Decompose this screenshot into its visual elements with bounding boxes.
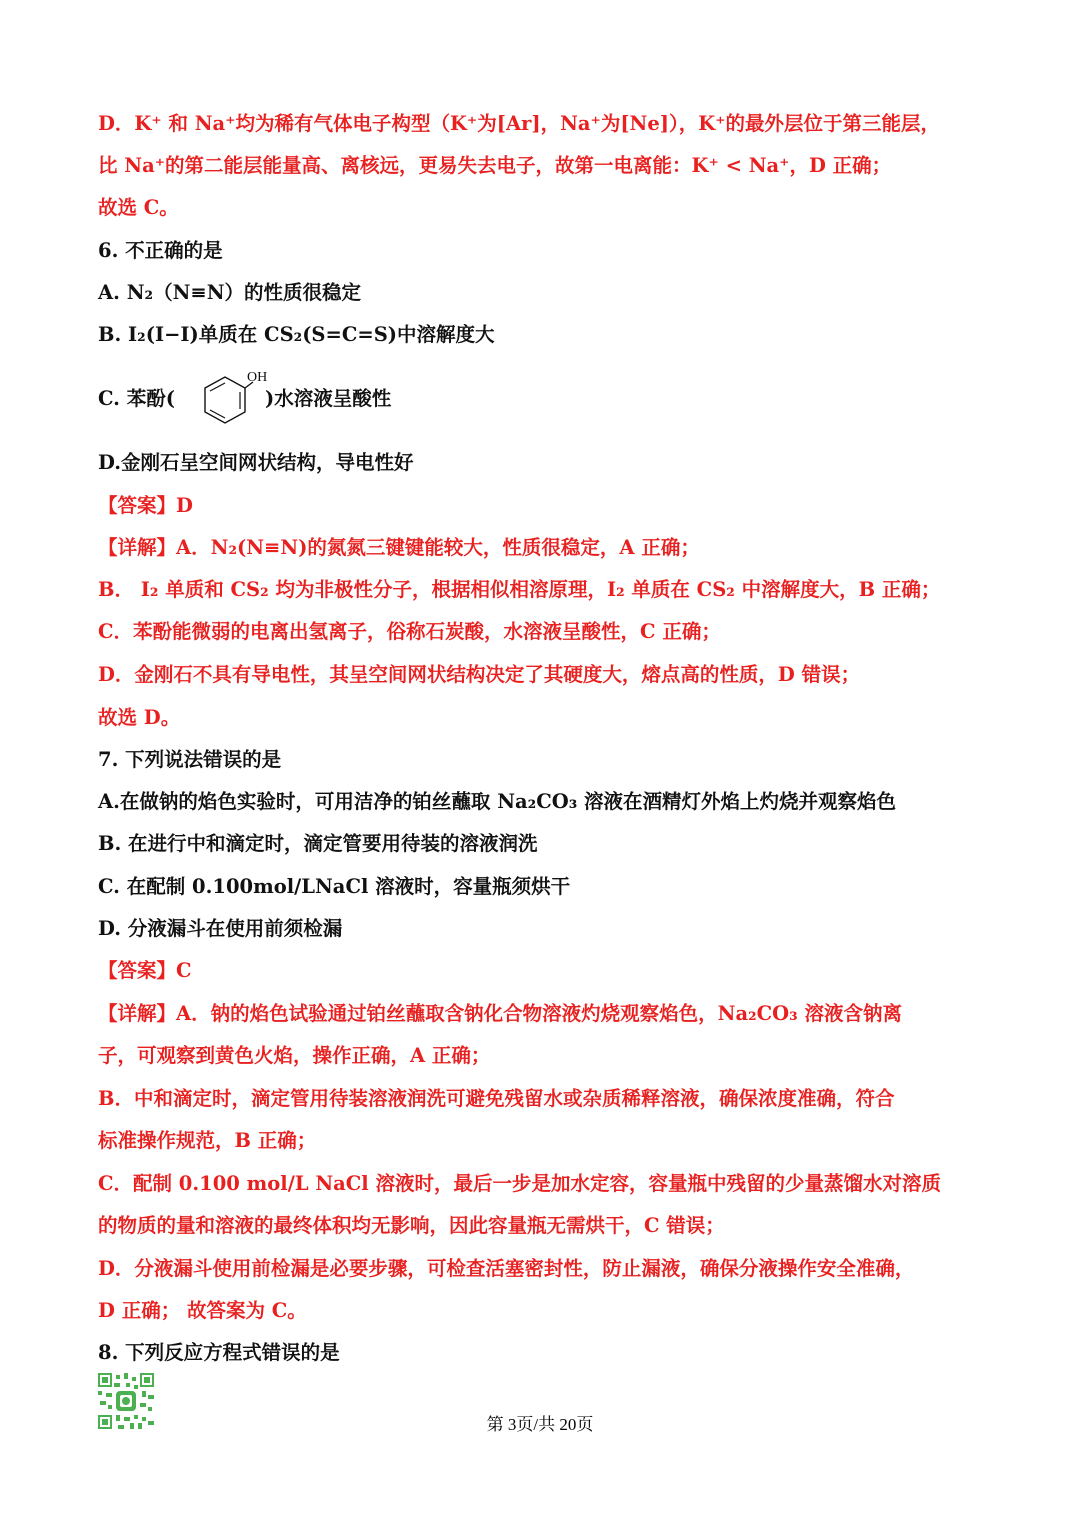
q5-explanation-d-line2: 比 Na⁺的第二能层能量高、离核远，更易失去电子，故第一电离能：K⁺ < Na⁺，D 正确； [98, 154, 892, 177]
q7-explanation-b-line1: B．中和滴定时，滴定管用待装溶液润洗可避免残留水或杂质稀释溶液，确保浓度准确，符合 [98, 1087, 895, 1110]
q6-option-d: D.金刚石呈空间网状结构，导电性好 [98, 451, 414, 474]
q7-option-b: B. 在进行中和滴定时，滴定管要用待装的溶液润洗 [98, 832, 538, 855]
q6-option-c [98, 364, 998, 434]
q7-explanation-b-line2: 标准操作规范，B 正确； [98, 1129, 317, 1152]
q6-stem: 6. 不正确的是 [98, 239, 223, 262]
page-number-footer: 第 3页/共 20页 [486, 1415, 594, 1434]
q7-explanation-c-line1: C．配制 0.100 mol/L NaCl 溶液时，最后一步是加水定容，容量瓶中残留的少量蒸馏水对溶质 [98, 1172, 942, 1195]
q7-explanation-d-line1: D．分液漏斗使用前检漏是必要步骤，可检查活塞密封性，防止漏液，确保分液操作安全准确， [98, 1257, 915, 1280]
q6-answer: 【答案】D [98, 494, 193, 517]
q6-explanation-b: B． I₂ 单质和 CS₂ 均为非极性分子，根据相似相溶原理，I₂ 单质在 CS₂ 中溶解度大，B 正确； [98, 578, 941, 601]
q7-explanation-a-line2: 子，可观察到黄色火焰，操作正确，A 正确； [98, 1044, 491, 1067]
phenol-oh-label: OH [246, 369, 268, 385]
q7-option-c: C. 在配制 0.100mol/LNaCl 溶液时，容量瓶须烘干 [98, 875, 571, 898]
phenol-structure-icon [175, 369, 268, 430]
q7-answer: 【答案】C [98, 959, 192, 982]
q6-option-b: B. I₂(I−I)单质在 CS₂(S=C=S)中溶解度大 [98, 323, 495, 346]
q7-explanation-a-line1: 【详解】A．钠的焰色试验通过铂丝蘸取含钠化合物溶液灼烧观察焰色，Na₂CO₃ 溶液含钠离 [98, 1002, 902, 1025]
q6-option-a: A. N₂（N≡N）的性质很稳定 [98, 281, 362, 304]
q7-option-a: A.在做钠的焰色实验时，可用洁净的铂丝蘸取 Na₂CO₃ 溶液在酒精灯外焰上灼烧并观察焰色 [98, 790, 897, 813]
q5-explanation-d-line1: D．K⁺ 和 Na⁺均为稀有气体电子构型（K⁺为[Ar]，Na⁺为[Ne]），K⁺的最外层位于第三能层， [98, 112, 941, 135]
q7-explanation-c-line2: 的物质的量和溶液的最终体积均无影响，因此容量瓶无需烘干，C 错误； [98, 1214, 725, 1237]
q6-conclusion: 故选 D。 [98, 706, 181, 729]
q7-stem: 7. 下列说法错误的是 [98, 748, 282, 771]
q8-stem: 8. 下列反应方程式错误的是 [98, 1341, 340, 1364]
q6-explanation-d: D．金刚石不具有导电性，其呈空间网状结构决定了其硬度大，熔点高的性质，D 错误； [98, 663, 861, 686]
q6-explanation-c: C．苯酚能微弱的电离出氢离子，俗称石炭酸，水溶液呈酸性，C 正确； [98, 620, 721, 643]
q7-explanation-d-line2: D 正确； 故答案为 C。 [98, 1299, 307, 1322]
q7-option-d: D. 分液漏斗在使用前须检漏 [98, 917, 343, 940]
q5-conclusion: 故选 C。 [98, 196, 179, 219]
q6-option-c-prefix: C. 苯酚( [98, 387, 175, 410]
q6-explanation-a: 【详解】A．N₂(N≡N)的氮氮三键键能较大，性质很稳定，A 正确； [98, 536, 700, 559]
q6-option-c-suffix: )水溶液呈酸性 [264, 387, 392, 410]
